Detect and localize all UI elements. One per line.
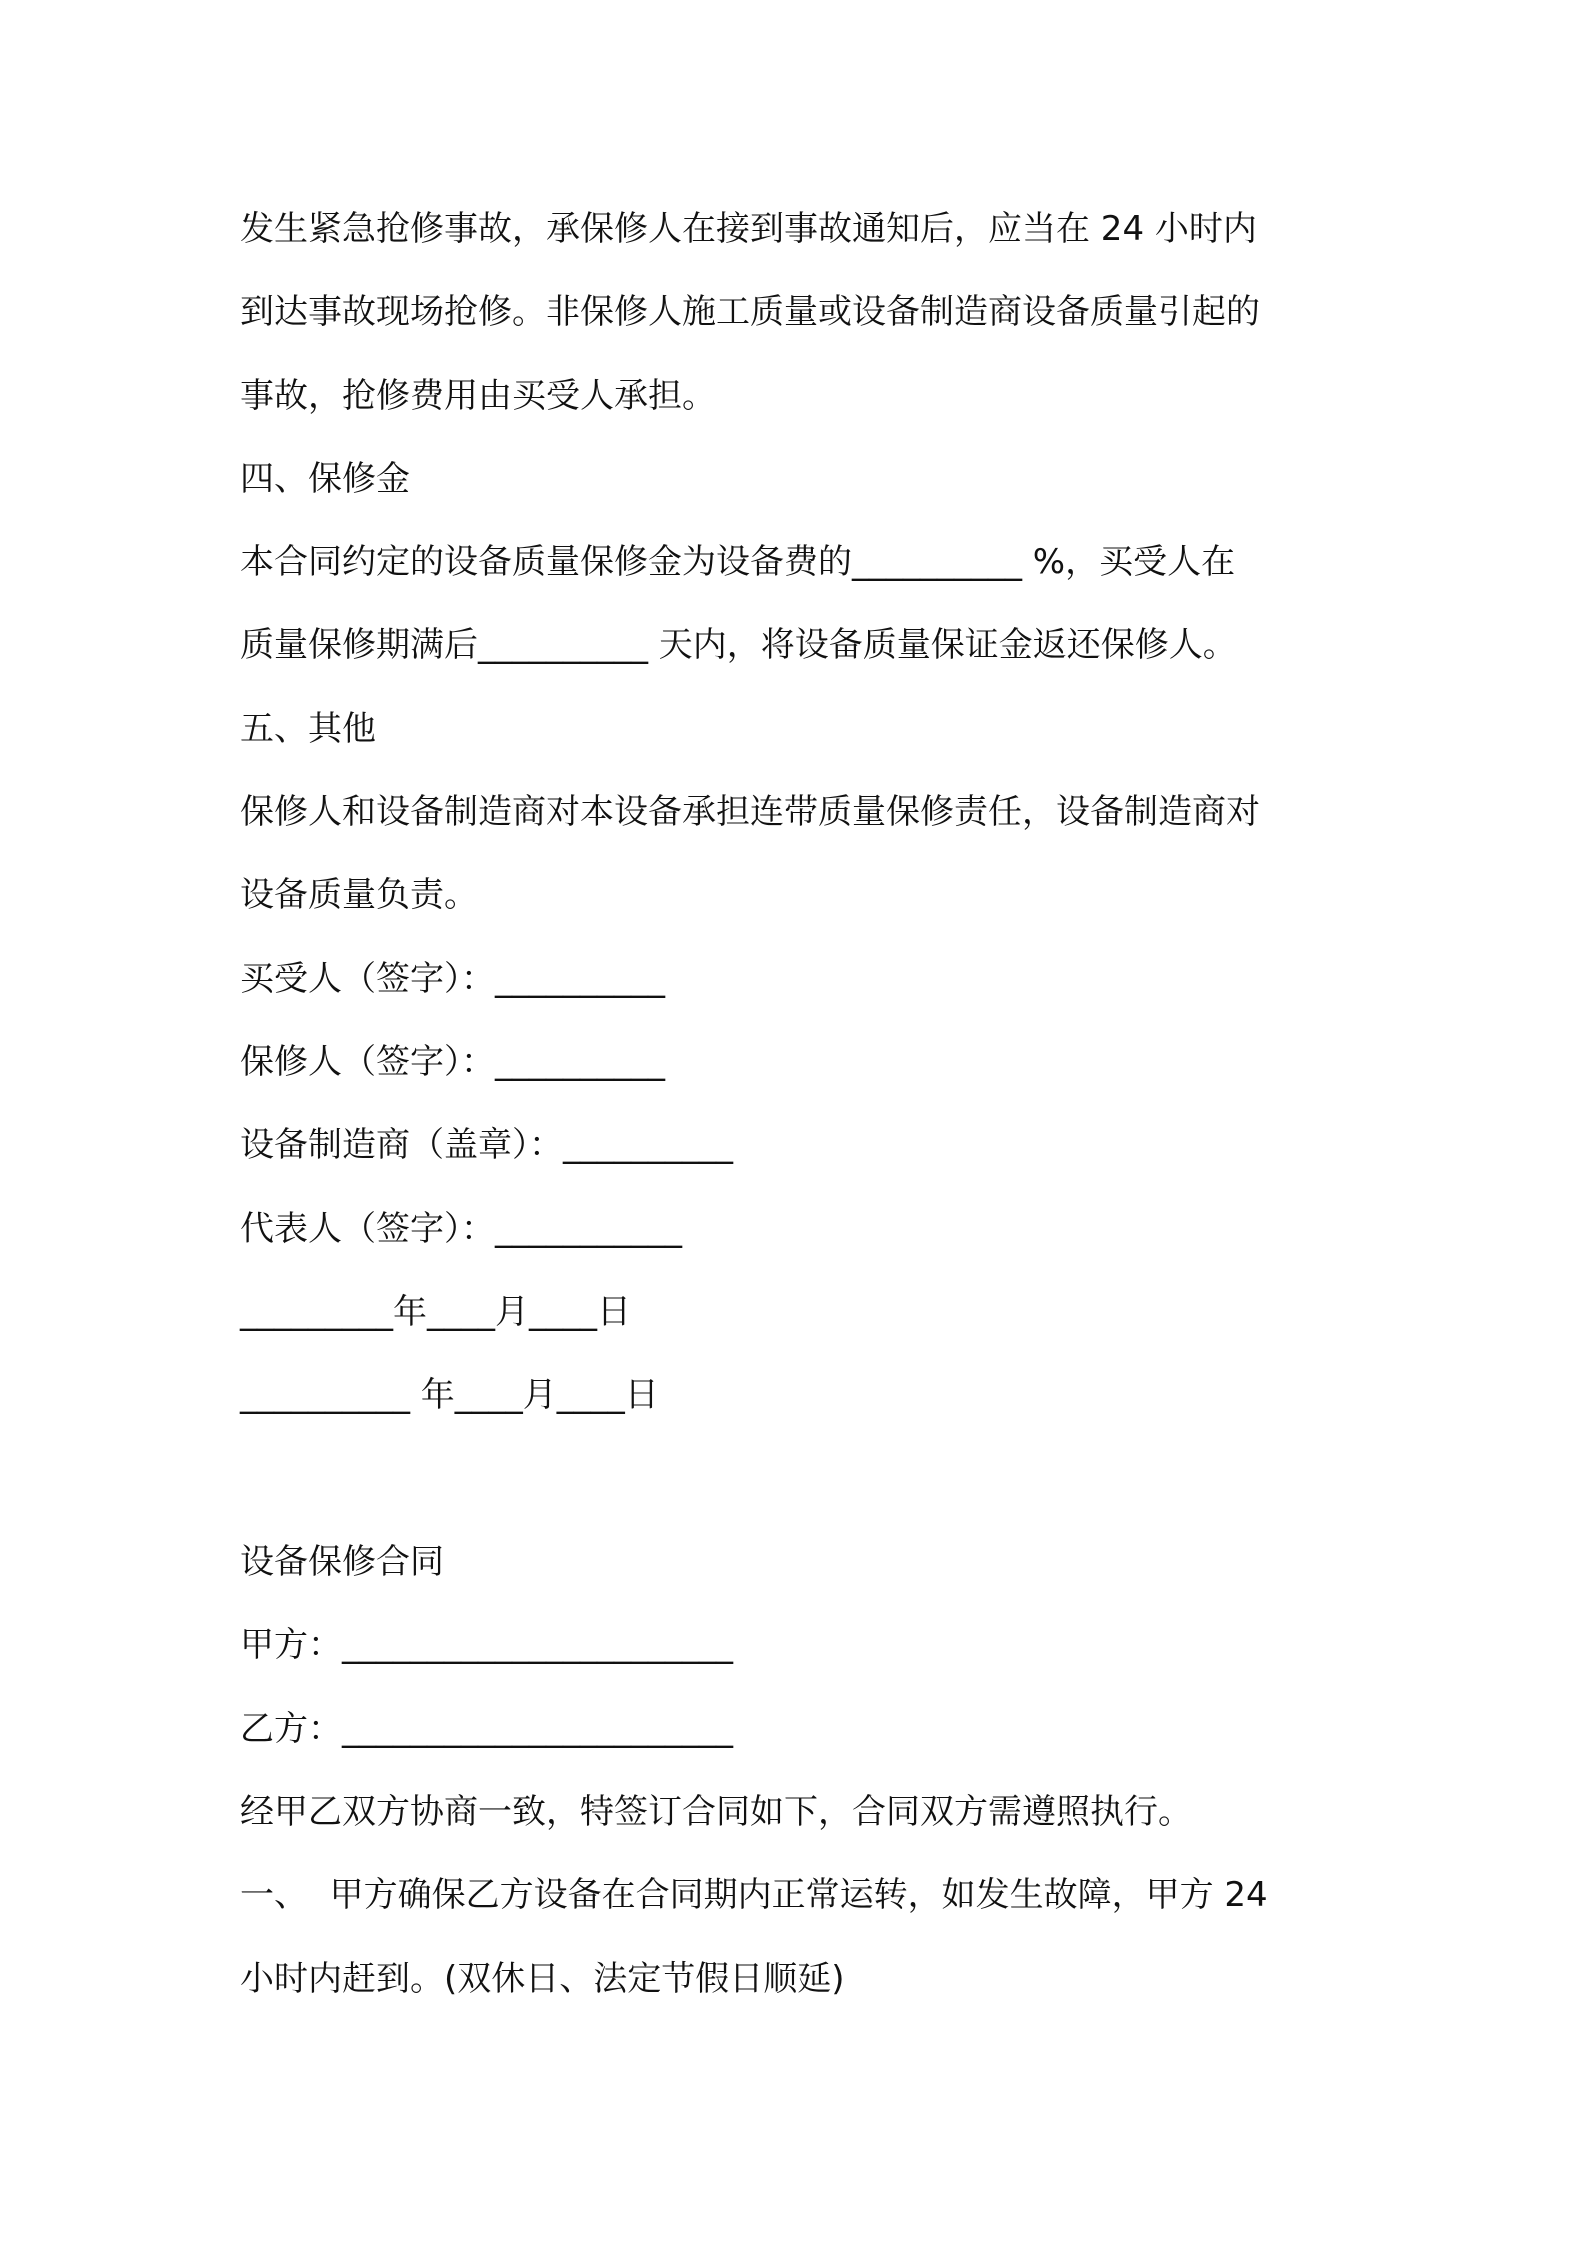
section-heading: 四、保修金 bbox=[240, 459, 410, 499]
party-b-line: 乙方：_______________________ bbox=[240, 1709, 733, 1749]
clause-1-line-2: 小时内赶到。(双休日、法定节假日顺延) bbox=[240, 1959, 845, 1999]
party-a-line: 甲方：_______________________ bbox=[240, 1625, 733, 1665]
paragraph-line: 本合同约定的设备质量保修金为设备费的__________ %，买受人在 bbox=[240, 542, 1236, 582]
paragraph-line: 到达事故现场抢修。非保修人施工质量或设备制造商设备质量引起的 bbox=[240, 292, 1260, 332]
contract-title: 设备保修合同 bbox=[240, 1542, 444, 1582]
signature-line-buyer: 买受人（签字）：__________ bbox=[240, 959, 665, 999]
date-line: __________ 年____月____日 bbox=[240, 1375, 659, 1415]
date-line: _________年____月____日 bbox=[240, 1292, 631, 1332]
signature-line-representative: 代表人（签字）：___________ bbox=[240, 1209, 682, 1249]
paragraph-line: 保修人和设备制造商对本设备承担连带质量保修责任，设备制造商对 bbox=[240, 792, 1260, 832]
signature-line-manufacturer: 设备制造商（盖章）：__________ bbox=[240, 1125, 733, 1165]
clause-1-line-1: 一、 甲方确保乙方设备在合同期内正常运转，如发生故障，甲方 24 bbox=[240, 1875, 1268, 1915]
contract-intro: 经甲乙双方协商一致，特签订合同如下，合同双方需遵照执行。 bbox=[240, 1792, 1192, 1832]
section-heading: 五、其他 bbox=[240, 709, 376, 749]
paragraph-line: 事故，抢修费用由买受人承担。 bbox=[240, 376, 716, 416]
paragraph-line: 设备质量负责。 bbox=[240, 875, 478, 915]
paragraph-line: 质量保修期满后__________ 天内，将设备质量保证金返还保修人。 bbox=[240, 625, 1237, 665]
paragraph-line: 发生紧急抢修事故，承保修人在接到事故通知后，应当在 24 小时内 bbox=[240, 209, 1257, 249]
signature-line-warrantor: 保修人（签字）：__________ bbox=[240, 1042, 665, 1082]
